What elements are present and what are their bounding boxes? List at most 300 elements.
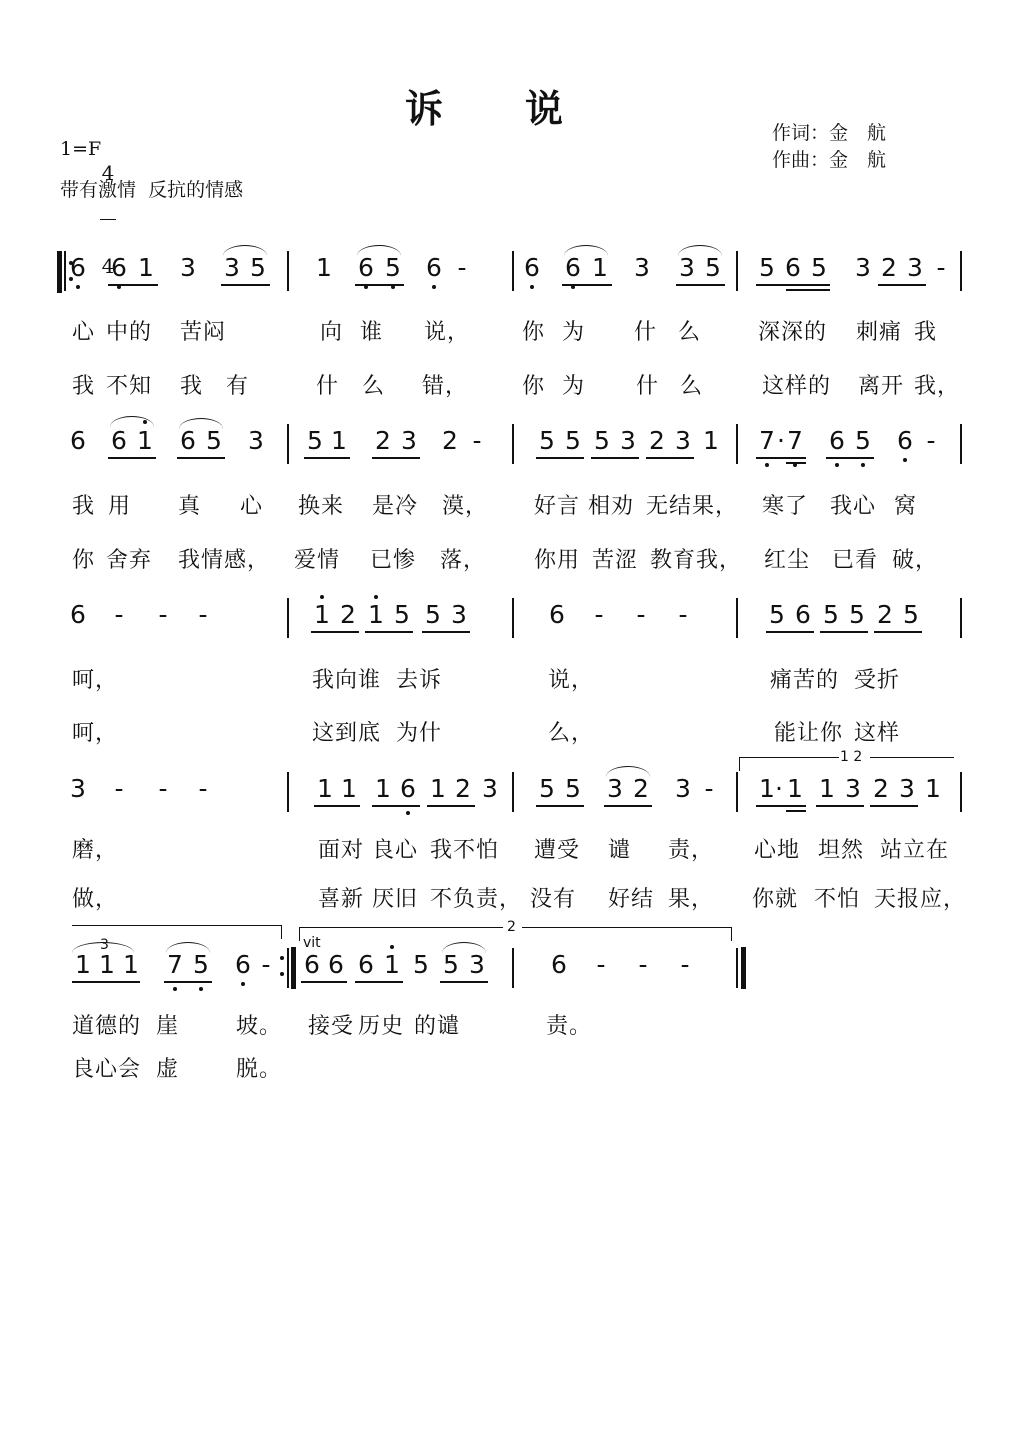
beam [72,981,140,983]
lyric: 崖 [156,1014,180,1039]
note: 5 [565,774,581,803]
lyric: 做， [72,887,119,912]
repeat-dot [280,972,284,976]
beam [676,284,725,286]
slur [166,942,210,953]
lyric: 说， [424,320,471,345]
lyric: 么 [680,374,704,399]
lyric: 坡。 [236,1014,283,1039]
beam [562,284,612,286]
time-signature-top: 4 [101,161,115,185]
lyric: 刺痛 [856,320,903,345]
note: 3 [907,253,923,282]
note: 7 [167,950,183,979]
beam [355,284,404,286]
lyric: 寒了 [762,494,809,519]
lyric: 好结 [608,887,655,912]
barline [512,598,514,638]
lyric: 舍弃 [106,548,153,573]
note: 1 [925,774,941,803]
note: 6 [180,426,196,455]
lyric: 教育我， [650,548,743,573]
beam [301,981,347,983]
beam [536,457,584,459]
note: 5 [759,253,775,282]
lyric: 这到底 [312,721,382,746]
beam [756,805,806,807]
lyric: 我情感， [178,548,271,573]
beam [826,457,874,459]
low-octave-dot [861,463,865,467]
lyric: 什 [316,374,340,399]
note: 6 [70,253,86,282]
lyric: 历史 [358,1014,405,1039]
volta-bracket [299,927,503,928]
dash: - [594,600,604,629]
note: 5 [193,950,209,979]
barline [287,948,289,988]
note: 1 [787,774,803,803]
low-octave-dot [173,987,177,991]
barline [736,424,738,464]
low-octave-dot [406,811,410,815]
dash: - [158,600,168,629]
note: 1 [703,426,719,455]
barline [960,424,962,464]
lyric: 已看 [832,548,879,573]
low-octave-dot [530,285,534,289]
note: 2 [873,774,889,803]
note: 1 [123,950,139,979]
note: 6 [829,426,845,455]
low-octave-dot [793,463,797,467]
dash: - [114,774,124,803]
lyric: 你用 [534,548,581,573]
lyric: 么 [362,374,386,399]
slur [179,418,223,429]
note: 1 [430,774,446,803]
note: 6 [111,253,127,282]
volta-bracket [739,757,839,758]
barline [736,598,738,638]
note: 1 [331,426,347,455]
lyric: 你 [522,374,546,399]
lyric: 面对 [318,838,365,863]
note: 1 [316,253,332,282]
lyric: 苦涩 [592,548,639,573]
lyric: 站立在 [880,838,950,863]
note: 1 [368,600,384,629]
time-signature-bottom: 4 [101,254,115,279]
note: 2 [881,253,897,282]
lyric: 无结果， [646,494,739,519]
lyric: 脱。 [236,1057,283,1082]
note: 5 [594,426,610,455]
lyric: 接受 [308,1014,355,1039]
beam [108,457,156,459]
lyric: 用 [108,494,132,519]
beam [311,631,359,633]
lyric: 苦闷 [180,320,227,345]
dash: - [678,600,688,629]
lyric: 喜新 [318,887,365,912]
beam [816,805,864,807]
lyric: 你就 [752,887,799,912]
low-octave-dot [391,285,395,289]
lyric: 真 [178,494,202,519]
note: 5 [823,600,839,629]
note: 1 [317,774,333,803]
song-title: 诉 说 [405,87,566,131]
note: 2 [375,426,391,455]
low-octave-dot [364,285,368,289]
lyric: 心地 [754,838,801,863]
barline [512,948,514,988]
note: 6 [524,253,540,282]
note: 7 [759,426,775,455]
lyric: 道德的 [72,1014,142,1039]
note: 6 [897,426,913,455]
note: 6 [426,253,442,282]
note: 5 [539,426,555,455]
lyric: 好言 [534,494,581,519]
lyric: 我 [72,374,96,399]
note: 3 [675,774,691,803]
barline [736,772,738,812]
beam [604,805,652,807]
lyric: 换来 [298,494,345,519]
volta-tick [281,925,282,939]
beam [646,457,694,459]
lyric: 这样 [854,721,901,746]
note: 5 [705,253,721,282]
slur [606,766,650,777]
barline [960,251,962,291]
dash: - [926,426,936,455]
lyric: 没有 [530,887,577,912]
dash: - [198,774,208,803]
slur [357,245,401,256]
lyric: 么 [678,320,702,345]
final-bar [741,947,746,989]
lyric: 良心 [372,838,419,863]
note: 1 [138,253,154,282]
note: 2 [455,774,471,803]
vit-marking: vit [303,935,321,951]
beam [372,805,420,807]
volta-tick [731,927,732,941]
lyric: 我心 [830,494,877,519]
note: 6 [785,253,801,282]
barline [960,598,962,638]
note: 6 [358,253,374,282]
lyric: 谴 [608,838,632,863]
note: 6 [549,600,565,629]
note: 6 [70,600,86,629]
note: 1 [375,774,391,803]
note: 5 [413,950,429,979]
note: 3 [224,253,240,282]
barline [736,948,738,988]
lyric: 你 [72,548,96,573]
note: 2 [877,600,893,629]
staff-system-1 [0,245,1024,325]
dash: - [936,253,946,282]
lyric: 天报应， [874,887,967,912]
note: 6 [400,774,416,803]
note: 6 [328,950,344,979]
staff-system-3 [0,592,1024,672]
barline [512,424,514,464]
note: 3 [634,253,650,282]
dash: - [261,950,271,979]
low-octave-dot [76,285,80,289]
note: 2 [633,774,649,803]
note: 6 [304,950,320,979]
note: 7 [787,426,803,455]
note: 1 [384,950,400,979]
dash: - [114,600,124,629]
staff-system-4 [0,766,1024,846]
note: 5 [206,426,222,455]
low-octave-dot [571,285,575,289]
low-octave-dot [765,463,769,467]
slur [442,942,486,953]
lyric: 破， [892,548,939,573]
barline [960,772,962,812]
lyric: 什 [636,374,660,399]
lyric: 去诉 [396,668,443,693]
beam [221,284,270,286]
dash: - [472,426,482,455]
note: 5 [385,253,401,282]
note: 5 [769,600,785,629]
lyric: 坦然 [818,838,865,863]
beam [440,981,488,983]
note: 5 [849,600,865,629]
lyric: 窝 [894,494,918,519]
note: 5 [855,426,871,455]
slur [110,416,154,427]
volta-bracket [870,757,954,758]
note: 6 [70,426,86,455]
lyric: 我 [72,494,96,519]
lyric: 厌旧 [372,887,419,912]
volta-bracket [522,927,732,928]
note: 5 [811,253,827,282]
lyric: 离开 [858,374,905,399]
note: 1 [341,774,357,803]
note: 5 [903,600,919,629]
slur [678,245,722,256]
dash: - [596,950,606,979]
lyric: 这样的 [762,374,832,399]
note: 3 [675,426,691,455]
repeat-end-bar [291,947,296,989]
lyric: 虚 [156,1057,180,1082]
lyric: 呵， [72,668,119,693]
note: 3 [679,253,695,282]
slur [564,245,608,256]
barline [512,251,514,291]
note: 6 [551,950,567,979]
slur [223,245,267,256]
beam [786,810,806,812]
lyric: 相劝 [588,494,635,519]
beam [108,284,158,286]
volta-number: 2 [507,919,516,935]
beam [870,805,918,807]
lyric: 磨， [72,838,119,863]
note: 6 [358,950,374,979]
dash: - [158,774,168,803]
barline [287,251,289,291]
note: 2 [649,426,665,455]
note: 5 [250,253,266,282]
note: 3 [180,253,196,282]
lyric: 已惨 [370,548,417,573]
dash: - [638,950,648,979]
lyric: 我 [914,320,938,345]
dash: - [704,774,714,803]
note: 3 [70,774,86,803]
lyric: 爱情 [294,548,341,573]
dash: - [636,600,646,629]
augmentation-dot: · [775,774,783,803]
note: 5 [443,950,459,979]
note: 5 [539,774,555,803]
note: 6 [795,600,811,629]
low-octave-dot [199,987,203,991]
lyric: 谁 [360,320,384,345]
note: 3 [845,774,861,803]
lyric: 什 [634,320,658,345]
beam [874,631,922,633]
low-octave-dot [117,285,121,289]
barline [512,772,514,812]
lyric: 良心会 [72,1057,142,1082]
note: 3 [607,774,623,803]
note: 1 [592,253,608,282]
beam [427,805,475,807]
note: 2 [442,426,458,455]
note: 3 [482,774,498,803]
dash: - [457,253,467,282]
note: 2 [340,600,356,629]
note: 3 [899,774,915,803]
dash: - [680,950,690,979]
note: 3 [620,426,636,455]
composer-credit: 作曲：金 航 [772,149,887,171]
tempo-marking: 带有激情 反抗的情感 [60,179,244,201]
beam [591,457,639,459]
high-octave-dot [390,945,394,949]
beam [820,631,868,633]
augmentation-dot: · [777,426,785,455]
note: 6 [565,253,581,282]
lyric: 为 [562,320,586,345]
beam [372,457,420,459]
volta-tick [299,927,300,941]
lyric: 我， [914,374,961,399]
lyric: 受折 [854,668,901,693]
lyric: 心 [240,494,264,519]
lyric: 能让你 [774,721,844,746]
note: 3 [401,426,417,455]
low-octave-dot [241,982,245,986]
staff-system-5 [0,942,1024,1022]
lyric: 错， [422,374,469,399]
beam [177,457,225,459]
barline [287,424,289,464]
note: 5 [425,600,441,629]
barline [736,251,738,291]
note: 1 [99,950,115,979]
beam [304,457,350,459]
beam [786,462,806,464]
high-octave-dot [320,595,324,599]
lyric: 不负责， [430,887,523,912]
time-signature-rule [100,219,116,220]
lyric: 向 [320,320,344,345]
lyric: 落， [440,548,487,573]
volta-number: 1 2 [840,749,863,765]
lyric: 你 [522,320,546,345]
note: 3 [469,950,485,979]
tuplet-number: 3 [100,937,109,953]
lyric: 深深的 [758,320,828,345]
lyric: 为 [562,374,586,399]
lyric: 有 [226,374,250,399]
lyric: 不怕 [814,887,861,912]
lyric: 我不怕 [430,838,500,863]
lyric: 我向谁 [312,668,382,693]
lyric: 责。 [546,1014,593,1039]
low-octave-dot [835,463,839,467]
note: 6 [235,950,251,979]
lyric: 为什 [396,721,443,746]
note: 5 [307,426,323,455]
key-signature: 1=F [60,138,102,160]
lyric: 呵， [72,721,119,746]
lyric: 遭受 [534,838,581,863]
lyric: 不知 [106,374,153,399]
beam [164,981,212,983]
staff-system-2 [0,418,1024,498]
note: 1 [819,774,835,803]
note: 1 [75,950,91,979]
low-octave-dot [903,458,907,462]
lyric: 的谴 [414,1014,461,1039]
beam [878,284,926,286]
note: 5 [394,600,410,629]
volta-bracket [72,925,282,926]
repeat-dot [280,956,284,960]
lyric: 漠， [442,494,489,519]
lyric: 痛苦的 [770,668,840,693]
note: 3 [451,600,467,629]
note: 5 [565,426,581,455]
low-octave-dot [432,285,436,289]
lyric: 是冷 [372,494,419,519]
note: 6 [111,426,127,455]
beam [766,631,814,633]
beam [355,981,403,983]
beam [314,805,360,807]
lyric: 红尘 [764,548,811,573]
lyric: 责， [668,838,715,863]
beam [756,284,830,286]
